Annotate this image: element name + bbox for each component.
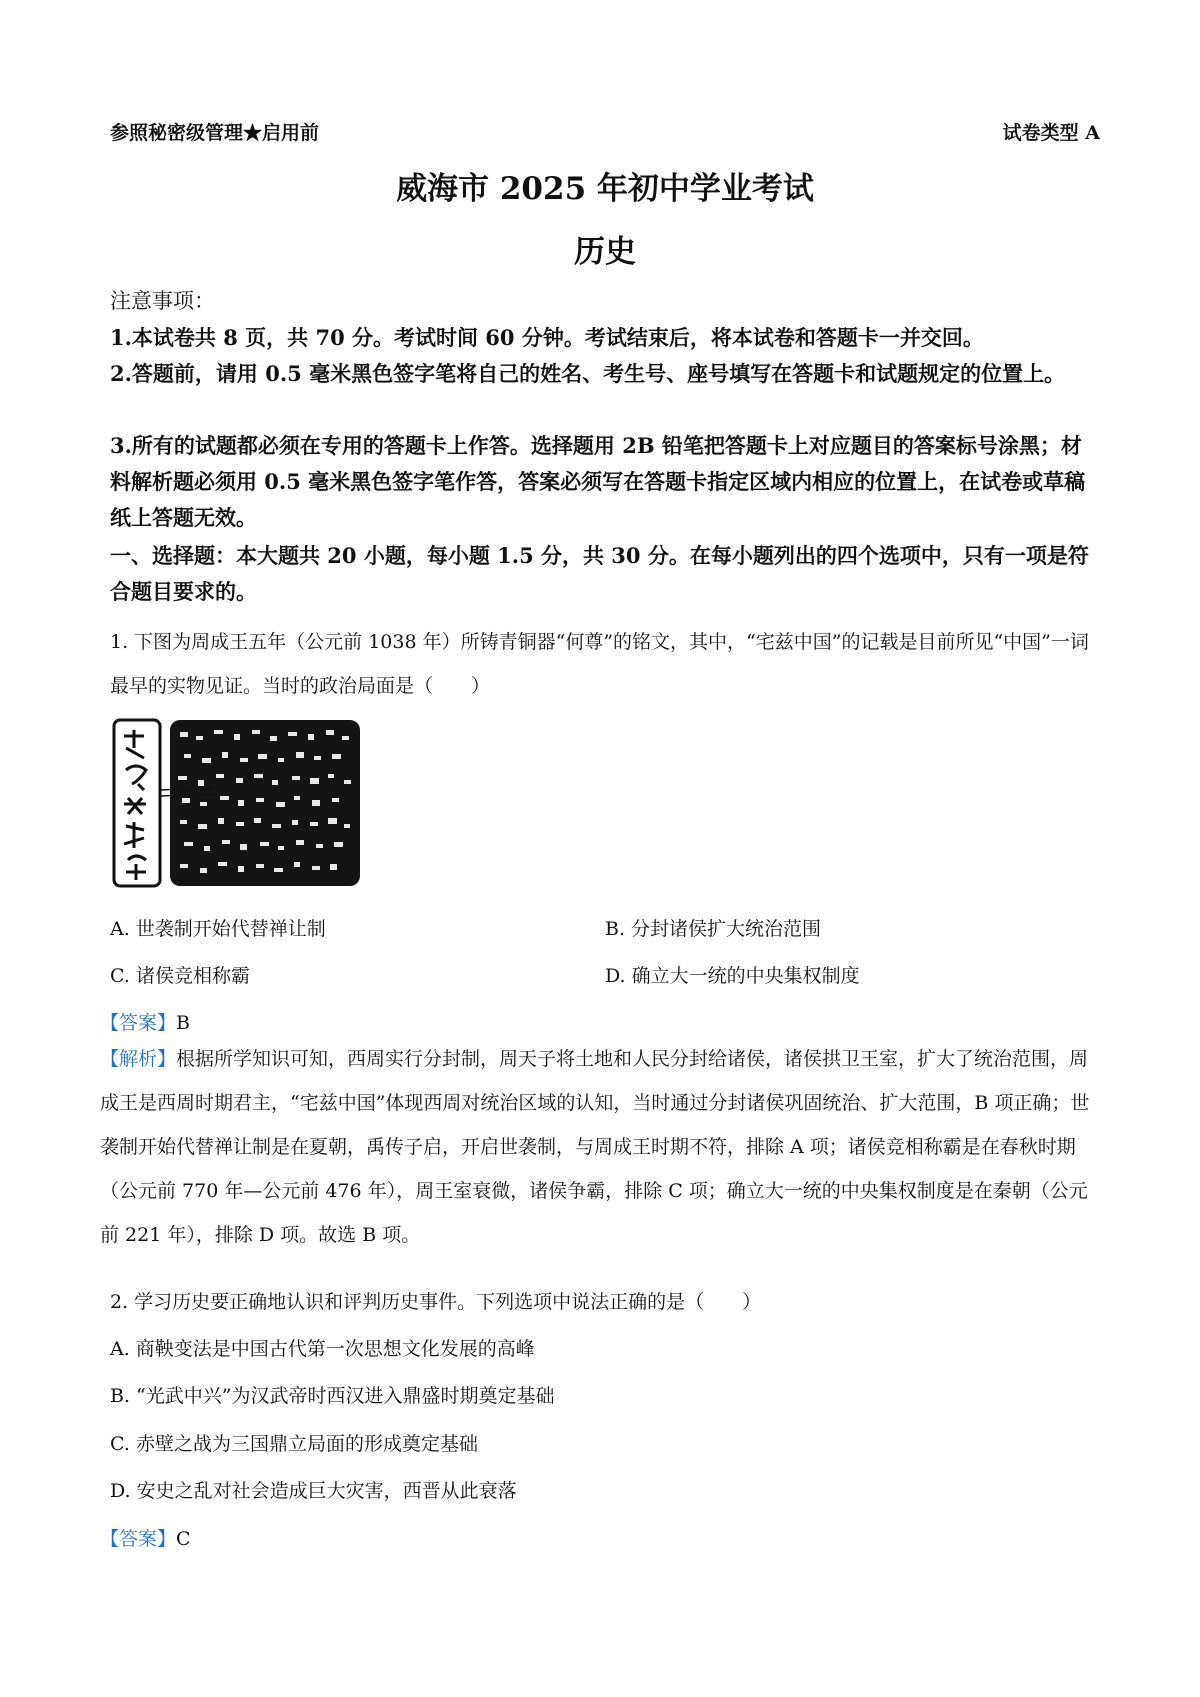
question-2-option-c: C. 赤壁之战为三国鼎立局面的形成奠定基础 xyxy=(110,1433,478,1455)
exam-page xyxy=(100,0,1100,1697)
answer-value: B xyxy=(176,1012,190,1034)
question-2-answer xyxy=(100,1524,191,1551)
notice-heading: 注意事项： xyxy=(110,289,215,313)
notice-item-2: 2.答题前，请用 0.5 毫米黑色签字笔将自己的姓名、考生号、座号填写在答题卡和试题规定的位置上。 xyxy=(110,361,1066,386)
question-2-option-b: B. “光武中兴”为汉武帝时西汉进入鼎盛时期奠定基础 xyxy=(110,1385,555,1407)
question-1-option-b: B. 分封诸侯扩大统治范围 xyxy=(605,918,822,940)
question-1-answer xyxy=(100,1008,190,1035)
secrecy-label: 参照秘密级管理★启用前 xyxy=(110,122,320,144)
paper-type-label: 试卷类型 A xyxy=(1002,122,1100,144)
analysis-tag: 【解析】 xyxy=(100,1048,177,1070)
bronze-inscription-rubbing-image xyxy=(112,718,362,890)
notice-item-3: 3.所有的试题都必须在专用的答题卡上作答。选择题用 2B 铅笔把答题卡上对应题目的答案标号涂黑；材料解析题必须用 0.5 毫米黑色签字笔作答，答案必须写在答题卡指定区域内相应的位置上，在试卷或草稿纸上答题无效。 xyxy=(110,433,1086,530)
subject-title: 历史 xyxy=(574,234,636,270)
answer-tag: 【答案】 xyxy=(100,1012,177,1034)
question-2-option-a: A. 商鞅变法是中国古代第一次思想文化发展的高峰 xyxy=(110,1338,535,1360)
answer-tag: 【答案】 xyxy=(100,1528,177,1550)
analysis-text: 根据所学知识可知，西周实行分封制，周天子将土地和人民分封给诸侯，诸侯拱卫王室，扩大了统治范围，周成王是西周时期君主，“宅兹中国”体现西周对统治区域的认知，当时通过分封诸侯巩固统治、扩大范围，B 项正确；世袭制开始代替禅让制是在夏朝，禹传子启，开启世袭制，与周成王时期不符，排除 A 项；诸侯竞相称霸是在春秋时期（公元前 770 年—公元前 476 年），周王室衰微，诸侯争霸，排除 C 项；确立大一统的中央集权制度是在秦朝（公元前 221 年），排除 D 项。故选 B 项。 xyxy=(100,1048,1090,1246)
header-line xyxy=(110,118,1100,148)
question-1-stem: 1. 下图为周成王五年（公元前 1038 年）所铸青铜器“何尊”的铭文，其中，“宅兹中国”的记载是目前所见“中国”一词最早的实物见证。当时的政治局面是（ ） xyxy=(110,631,1089,697)
answer-value: C xyxy=(176,1528,191,1550)
question-2-stem: 2. 学习历史要正确地认识和评判历史事件。下列选项中说法正确的是（ ） xyxy=(110,1291,762,1313)
notice-item-1: 1.本试卷共 8 页，共 70 分。考试时间 60 分钟。考试结束后，将本试卷和答题卡一并交回。 xyxy=(110,325,984,350)
question-1-option-c: C. 诸侯竞相称霸 xyxy=(110,965,250,987)
question-1-analysis xyxy=(100,1037,1100,1257)
question-1-option-d: D. 确立大一统的中央集权制度 xyxy=(605,965,860,987)
exam-title: 威海市 2025 年初中学业考试 xyxy=(396,171,814,207)
question-1-option-a: A. 世袭制开始代替禅让制 xyxy=(110,918,326,940)
section-heading: 一、选择题：本大题共 20 小题，每小题 1.5 分，共 30 分。在每小题列出的四个选项中，只有一项是符合题目要求的。 xyxy=(110,543,1089,604)
question-2-option-d: D. 安史之乱对社会造成巨大灾害，西晋从此衰落 xyxy=(110,1480,517,1502)
